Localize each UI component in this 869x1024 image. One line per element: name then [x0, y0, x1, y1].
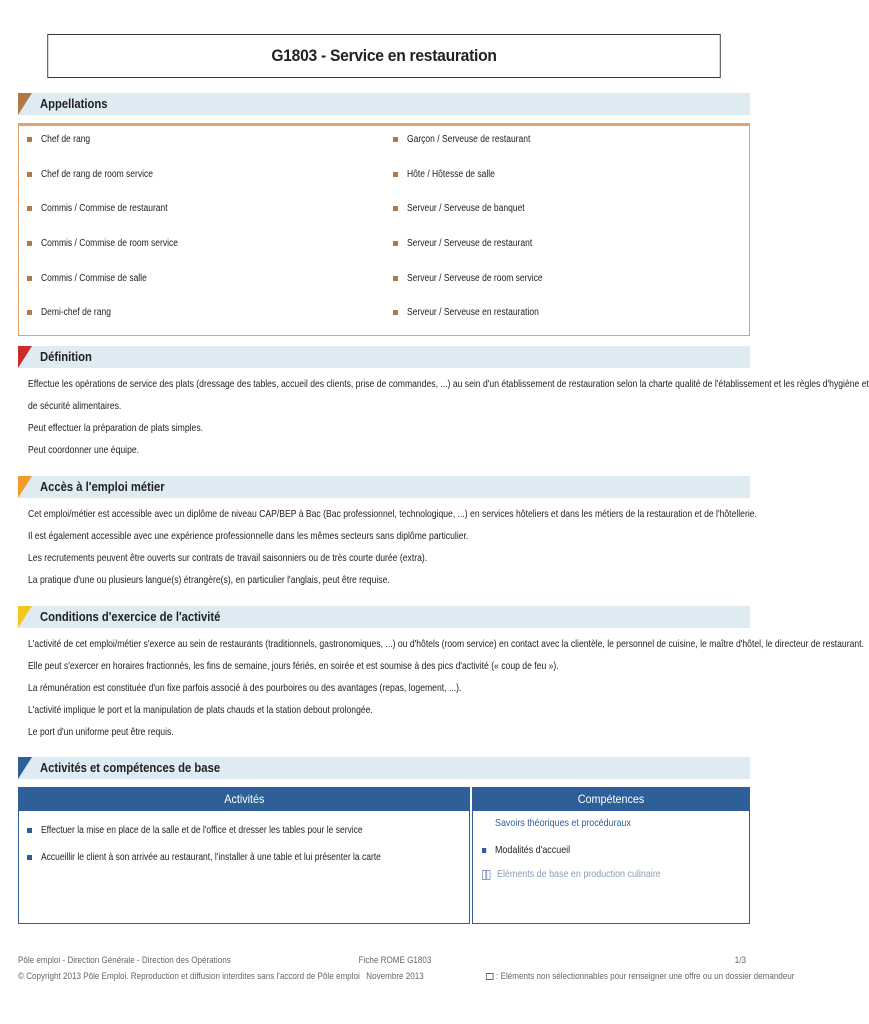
bullet-icon [393, 172, 398, 177]
bullet-icon [482, 848, 486, 853]
bullet-icon [27, 172, 32, 177]
bullet-icon [27, 241, 32, 246]
activites-cell [18, 811, 470, 924]
paragraph-line: Le port d'un uniforme peut être requis. [28, 726, 174, 738]
section-header-acces [18, 476, 750, 498]
bullet-icon [27, 276, 32, 281]
list-item: Chef de rang de room service [27, 169, 173, 180]
paragraph-line: Effectue les opérations de service des plats (dressage des tables, accueil des clients, prise de commandes, ...) au sein d'un établissement de restauration selon la charte qualité de l'établissement et les règles d'hygiène et [28, 378, 869, 390]
paragraph-line: L'activité de cet emploi/métier s'exerce au sein de restaurants (traditionnels, gastronomiques, ...) ou d'hôtels (room service) en contact avec la clientèle, le personnel de cuisine, le maître d'hôtel, le directeur de restaurant. [28, 638, 864, 650]
section-title: Définition [40, 350, 92, 364]
list-item: Commis / Commise de restaurant [27, 203, 190, 214]
bullet-icon [27, 855, 32, 860]
list-item: Serveur / Serveuse de restaurant [393, 238, 554, 249]
list-item: Hôte / Hôtesse de salle [393, 169, 510, 180]
page-title-text: G1803 - Service en restauration [271, 46, 497, 65]
competence-item-muted: Eléments de base en production culinaire [482, 868, 690, 880]
activites-competences-table [18, 787, 750, 924]
flag-icon [18, 476, 32, 498]
paragraph-line: Peut effectuer la préparation de plats simples. [28, 422, 204, 434]
footer-center: Fiche ROME G1803 Novembre 2013 [358, 955, 432, 982]
bullet-icon [27, 310, 32, 315]
footer-left: Pôle emploi - Direction Générale - Direction des Opérations © Copyright 2013 Pôle Emploi. Reproduction et diffusion interdites sans l'accord de Pôle emploi [18, 955, 360, 982]
page-title [47, 34, 720, 78]
bullet-icon [393, 206, 398, 211]
bullet-icon [393, 310, 398, 315]
paragraph-line: La rémunération est constituée d'un fixe parfois associé à des pourboires ou des avantages (repas, logement, ...). [28, 682, 462, 694]
footer-right [440, 953, 795, 985]
bullet-icon [27, 206, 32, 211]
paragraph-line: Peut coordonner une équipe. [28, 444, 140, 456]
flag-icon [18, 606, 32, 628]
list-item: Commis / Commise de room service [27, 238, 202, 249]
bullet-icon [393, 276, 398, 281]
list-item: Garçon / Serveuse de restaurant [393, 134, 552, 145]
bullet-icon [27, 137, 32, 142]
section-title: Activités et compétences de base [40, 761, 221, 775]
bullet-icon [393, 137, 398, 142]
paragraph-line: Cet emploi/métier est accessible avec un diplôme de niveau CAP/BEP à Bac (Bac professionnel, technologique, ...) en services hôteliers et dans les métiers de la restauration et de l'hôtellerie. [28, 508, 757, 520]
paragraph-line: L'activité implique le port et la manipulation de plats chauds et la station debout prolongée. [28, 704, 373, 716]
section-title: Conditions d'exercice de l'activité [40, 610, 221, 624]
acces-text [28, 503, 757, 591]
activity-item: Accueillir le client à son arrivée au restaurant, l'installer à une table et lui présenter la carte [27, 852, 441, 863]
paragraph-line: Elle peut s'exercer en horaires fractionnés, les fins de semaine, jours fériés, en soirée et est soumise à des pics d'activité (« coup de feu »). [28, 660, 559, 672]
list-item: Commis / Commise de salle [27, 273, 165, 284]
flag-icon [18, 93, 32, 115]
conditions-text [28, 633, 864, 743]
flag-icon [18, 346, 32, 368]
section-header-appellations [18, 93, 750, 115]
footer-note: : Eléments non sélectionnables pour renseigner une offre ou un dossier demandeur [486, 969, 746, 985]
section-header-activites [18, 757, 750, 779]
definition-text [28, 373, 869, 461]
bullet-icon [393, 241, 398, 246]
appellations-list [18, 123, 750, 336]
competences-heading: Savoirs théoriques et procéduraux [495, 817, 631, 829]
flag-icon [18, 757, 32, 779]
paragraph-line: Il est également accessible avec une expérience professionnelle dans les mêmes secteurs sans diplôme particulier. [28, 530, 469, 542]
section-title: Accès à l'emploi métier [40, 480, 165, 494]
list-item: Serveur / Serveuse de banquet [393, 203, 545, 214]
paragraph-line: Les recrutements peuvent être ouverts sur contrats de travail saisonniers ou de très courte durée (extra). [28, 552, 428, 564]
competence-item: Modalités d'accueil [482, 844, 583, 856]
list-item: Demi-chef de rang [27, 307, 123, 318]
column-header-competences: Compétences [472, 787, 750, 811]
column-header-activites: Activités [18, 787, 470, 811]
activity-item: Effectuer la mise en place de la salle et de l'office et dresser les tables pour le service [27, 825, 419, 836]
book-icon [486, 973, 494, 980]
paragraph-line: La pratique d'une ou plusieurs langue(s) étrangère(s), en particulier l'anglais, peut être requise. [28, 574, 390, 586]
competences-cell [472, 811, 750, 924]
list-item: Chef de rang [27, 134, 99, 145]
list-item: Serveur / Serveuse en restauration [393, 307, 562, 318]
section-title: Appellations [40, 97, 108, 111]
list-item: Serveur / Serveuse de room service [393, 273, 567, 284]
page-number: 1/3 [734, 955, 746, 966]
paragraph-line: de sécurité alimentaires. [28, 400, 122, 412]
book-icon [482, 870, 490, 878]
bullet-icon [27, 828, 32, 833]
section-header-definition [18, 346, 750, 368]
section-header-conditions [18, 606, 750, 628]
